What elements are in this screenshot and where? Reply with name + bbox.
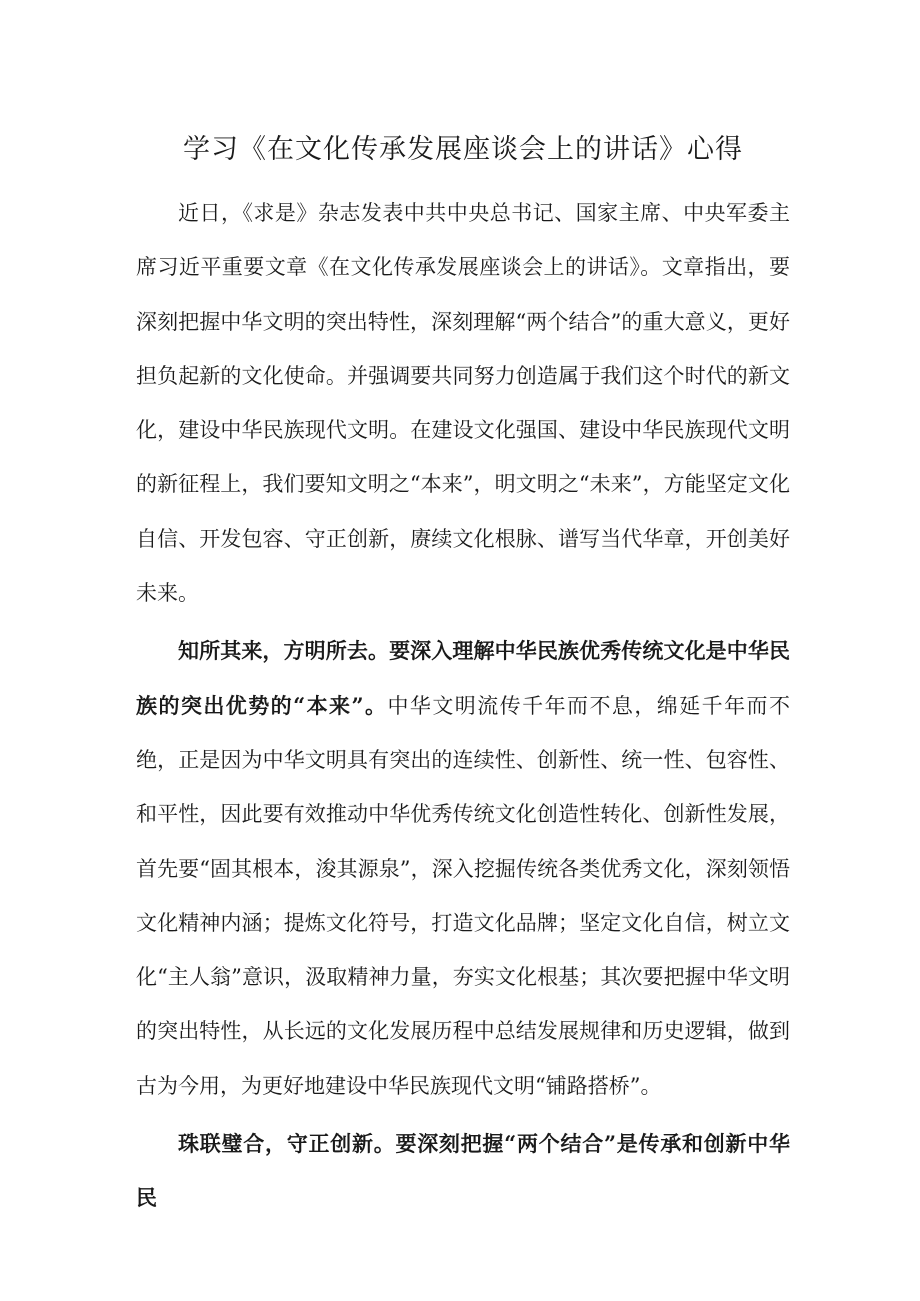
paragraph-origin-body: 中华文明流传千年而不息，绵延千年而不绝，正是因为中华文明具有突出的连续性、创新性、统一性、包容性、和平性，因此要有效推动中华优秀传统文化创造性转化、创新性发展，首先要“固其根本，浚其源泉”，深入挖掘传统各类优秀文化，深刻领悟文化精神内涵；提炼文化符号，打造文化品牌；坚定文化自信，树立文化“主人翁”意识，汲取精神力量，夯实文化根基；其次要把握中华文明的突出特性，从长远的文化发展历程中总结发展规律和历史逻辑，做到古为今用，为更好地建设中华民族现代文明“铺路搭桥”。	[136, 693, 790, 1098]
paragraph-intro	[136, 186, 790, 620]
paragraph-origin-lead: 知所其来，方明所去。要深入理解中华民族优秀传统文化是中华民族的突出优势的“本来”。	[136, 638, 790, 718]
paragraph-innovation	[136, 1117, 790, 1226]
document-page	[136, 120, 790, 1226]
paragraph-origin	[136, 624, 790, 1113]
paragraph-innovation-lead: 珠联璧合，守正创新。要深刻把握“两个结合”是传承和创新中华民	[136, 1131, 790, 1211]
paragraph-intro-body: 近日，《求是》杂志发表中共中央总书记、国家主席、中央军委主席习近平重要文章《在文化传承发展座谈会上的讲话》。文章指出，要深刻把握中华文明的突出特性，深刻理解“两个结合”的重大意义，更好担负起新的文化使命。并强调要共同努力创造属于我们这个时代的新文化，建设中华民族现代文明。在建设文化强国、建设中华民族现代文明的新征程上，我们要知文明之“本来”，明文明之“未来”，方能坚定文化自信、开发包容、守正创新，赓续文化根脉、谱写当代华章，开创美好未来。	[136, 201, 790, 606]
document-title: 学习《在文化传承发展座谈会上的讲话》心得	[183, 134, 743, 165]
